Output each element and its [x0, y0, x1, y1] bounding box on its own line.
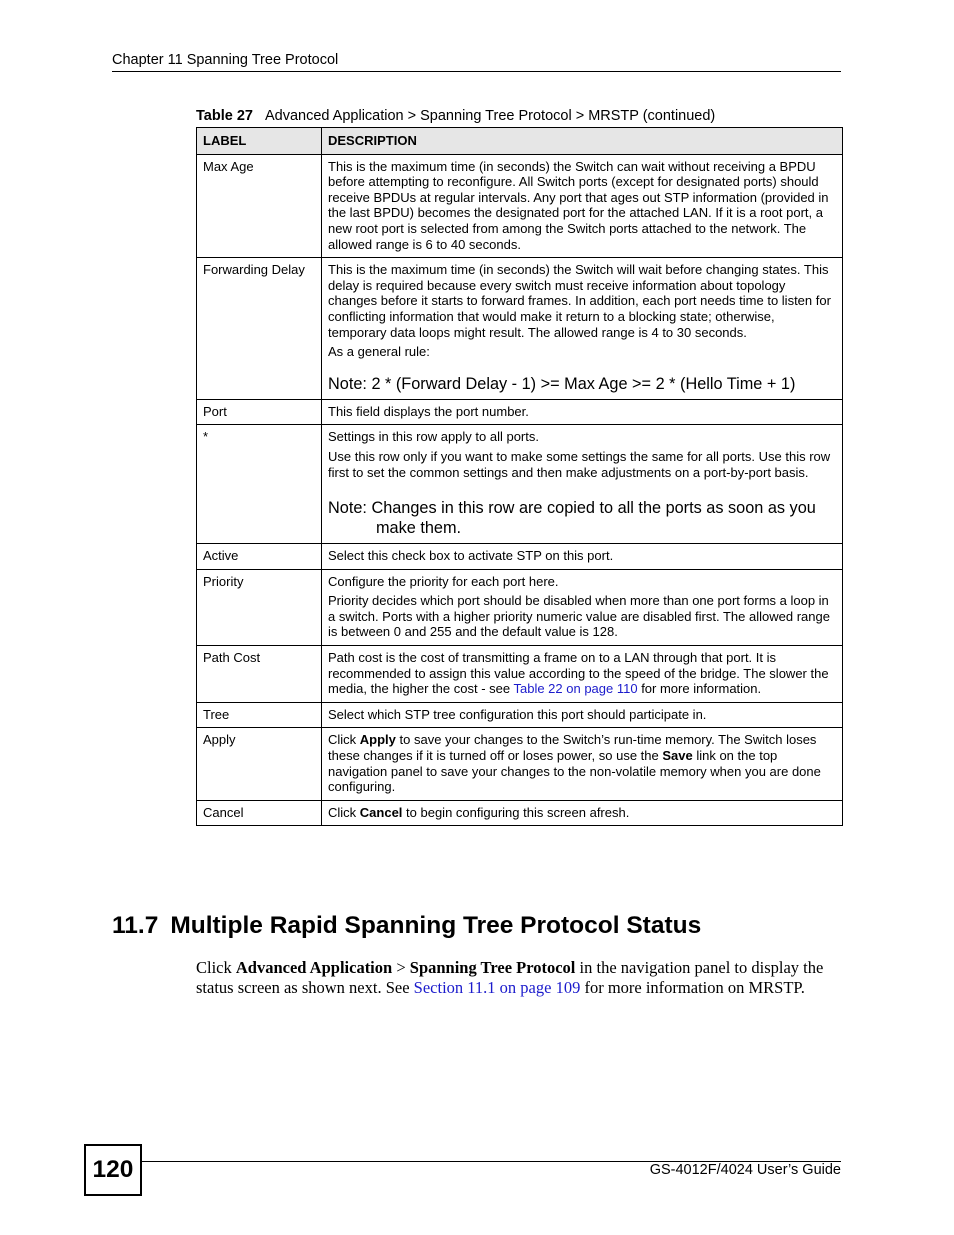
table-number: Table 27: [196, 108, 253, 124]
row-description: [322, 154, 843, 258]
text-run: Click: [328, 732, 360, 748]
section-body: [196, 958, 846, 998]
description-paragraph: This is the maximum time (in seconds) the Switch can wait without receiving a BPDU before attempting to reconfigure. All Switch ports (except for designated ports) should receive BPDUs at regular intervals. Any port that ages out STP information (provided in the last BPDU) becomes the designated port for the attached LAN. If it is a root port, a new root port is selected from among the Switch ports attached to the network. The allowed range is 6 to 40 seconds.: [328, 158, 829, 252]
description-paragraph: Priority decides which port should be disabled when more than one port forms a loop in a switch. Ports with a higher priority numeric value are disabled first. The allowed range is between 0 and 255 and the default value is 128.: [328, 593, 830, 640]
apply-term: Apply: [359, 732, 396, 748]
row-label: Active: [197, 544, 322, 570]
row-description: [322, 569, 843, 645]
row-label: Priority: [197, 569, 322, 645]
row-description: [322, 399, 843, 425]
text-run: for more information on MRSTP.: [580, 978, 805, 997]
table-22-link[interactable]: Table 22 on page 110: [513, 681, 638, 697]
table-row: [197, 544, 843, 570]
text-run: link on the top navigation panel to save your changes to the non-volatile memory when you are done configuring.: [328, 748, 821, 795]
description-paragraph: Settings in this row apply to all ports.: [328, 429, 539, 445]
spanning-tree-protocol-term: Spanning Tree Protocol: [409, 958, 576, 977]
table-row: [197, 258, 843, 400]
text-run: Path cost is the cost of transmitting a frame on to a LAN through that port. It is recommended to assign this value according to the speed of the bridge. The slower the media, the higher the cost - see: [328, 650, 829, 697]
section-title: Multiple Rapid Spanning Tree Protocol Status: [170, 912, 702, 939]
description-paragraph: Select which STP tree configuration this port should participate in.: [328, 706, 707, 722]
section-heading: [112, 912, 701, 940]
row-description: [322, 800, 843, 826]
description-paragraph: [328, 805, 836, 821]
page-number: 120: [84, 1144, 142, 1196]
description-paragraph: [328, 732, 836, 794]
advanced-application-term: Advanced Application: [235, 958, 393, 977]
description-paragraph: This field displays the port number.: [328, 403, 529, 419]
text-run: in the navigation panel to display the status screen as shown next. See: [196, 958, 824, 997]
table-caption-text: Advanced Application > Spanning Tree Protocol > MRSTP (continued): [264, 108, 716, 124]
table-row: [197, 154, 843, 258]
table-caption: [196, 108, 715, 124]
table-header-row: [197, 128, 843, 155]
section-number: 11.7: [112, 912, 159, 939]
footer-guide-title: GS-4012F/4024 User’s Guide: [649, 1162, 841, 1178]
text-run: Click: [328, 804, 360, 820]
description-paragraph: Configure the priority for each port here.: [328, 573, 559, 589]
row-label: Cancel: [197, 800, 322, 826]
description-paragraph: [328, 650, 836, 697]
row-label: *: [197, 425, 322, 544]
chapter-header: Chapter 11 Spanning Tree Protocol: [112, 52, 841, 72]
note: Note: 2 * (Forward Delay - 1) >= Max Age >= 2 * (Hello Time + 1): [328, 374, 796, 393]
row-label: Port: [197, 399, 322, 425]
cancel-term: Cancel: [359, 804, 403, 820]
table-row: [197, 646, 843, 703]
description-paragraph: As a general rule:: [328, 344, 430, 360]
text-run: >: [392, 958, 410, 977]
table-row: [197, 425, 843, 544]
text-run: to begin configuring this screen afresh.: [402, 804, 630, 820]
row-label: Tree: [197, 702, 322, 728]
description-paragraph: Use this row only if you want to make some settings the same for all ports. Use this row first to set the common settings and then make adjustments on a port-by-port basis.: [328, 448, 831, 480]
description-column-header: DESCRIPTION: [322, 128, 843, 155]
row-description: [322, 258, 843, 400]
text-run: Click: [196, 958, 236, 977]
row-label: Apply: [197, 728, 322, 800]
description-paragraph: Select this check box to activate STP on this port.: [328, 548, 614, 564]
table-row: [197, 702, 843, 728]
table-row: [197, 569, 843, 645]
text-run: to save your changes to the Switch’s run-time memory. The Switch loses these changes if it is turned off or loses power, so use the: [328, 732, 817, 764]
row-label: Max Age: [197, 154, 322, 258]
description-paragraph: This is the maximum time (in seconds) the Switch will wait before changing states. This delay is required because every switch must receive information about topology changes before it starts to forward frames. In addition, each port needs time to listen for conflicting information that would make it return to a blocking state; otherwise, temporary data loops might result. The allowed range is 4 to 30 seconds.: [328, 262, 831, 340]
text-run: for more information.: [637, 681, 762, 697]
row-description: [322, 646, 843, 703]
table-row: [197, 800, 843, 826]
row-description: [322, 425, 843, 544]
row-description: [322, 728, 843, 800]
table-row: [197, 728, 843, 800]
save-term: Save: [662, 748, 693, 764]
parameters-table: [196, 127, 843, 826]
label-column-header: LABEL: [197, 128, 322, 155]
row-label: Forwarding Delay: [197, 258, 322, 400]
section-11-1-link[interactable]: Section 11.1 on page 109: [413, 978, 581, 997]
row-description: [322, 702, 843, 728]
table-row: [197, 399, 843, 425]
note: Note: Changes in this row are copied to all the ports as soon as you make them.: [328, 499, 816, 538]
row-label: Path Cost: [197, 646, 322, 703]
row-description: [322, 544, 843, 570]
